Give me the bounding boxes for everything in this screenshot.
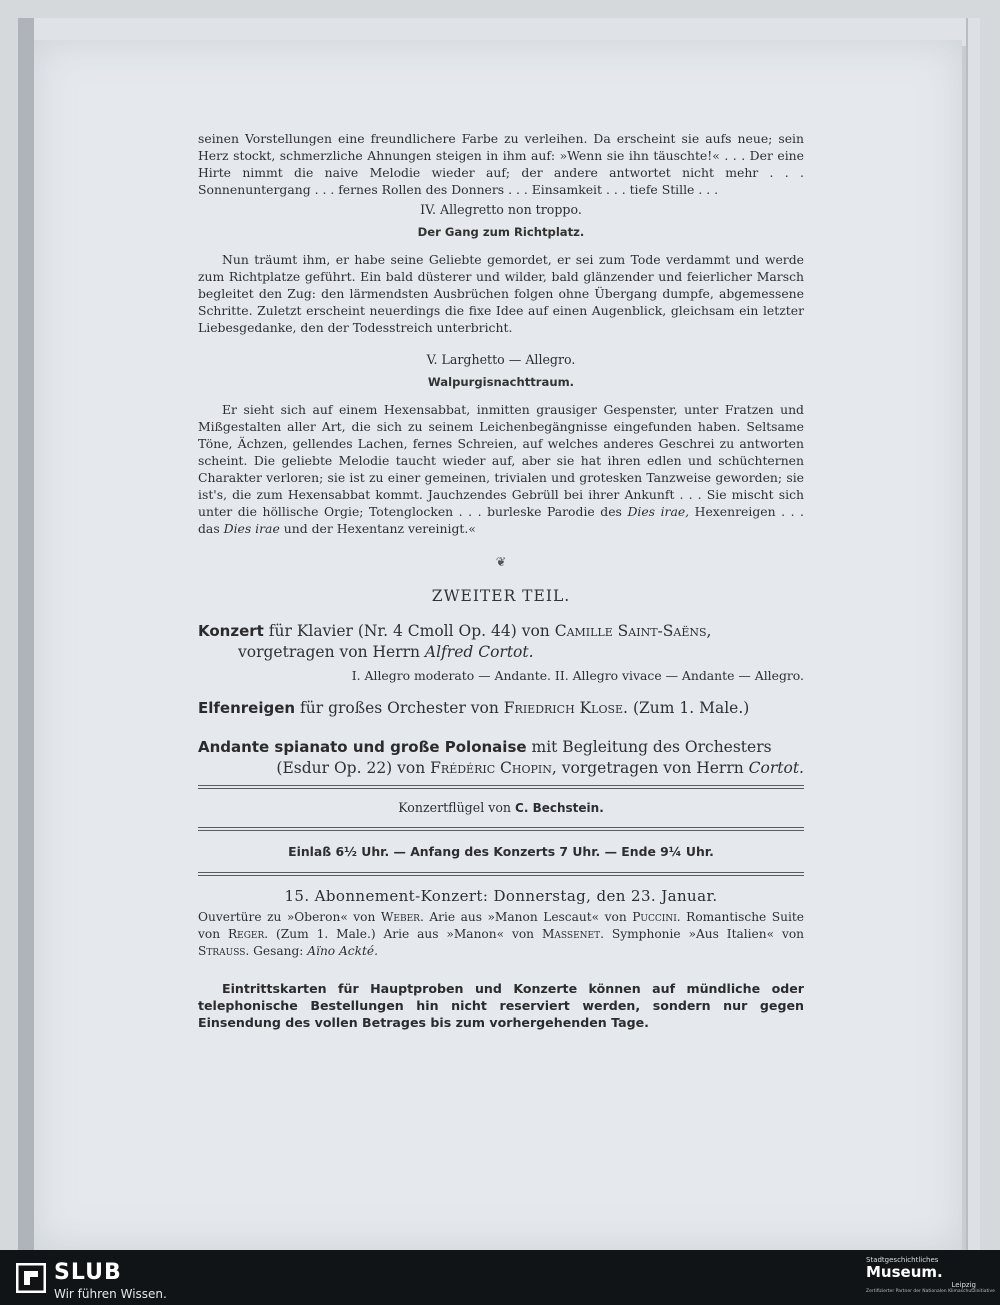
- dies-irae-2: Dies irae: [223, 521, 280, 536]
- movement4-tempo: IV. Allegretto non troppo.: [420, 202, 582, 217]
- program-item-elfenreigen: Elfenreigen für großes Orchester von Friedrich Klose. (Zum 1. Male.): [198, 699, 750, 717]
- movement5-tempo: V. Larghetto — Allegro.: [426, 352, 576, 367]
- composer-name: Camille Saint-Saëns,: [554, 622, 712, 640]
- composer-name: Frédéric Chopin,: [430, 759, 557, 777]
- composer-name: Friedrich Klose.: [503, 699, 628, 717]
- movement4-continuation: seinen Vorstellungen eine freundlichere Farbe zu verleihen. Da erscheint sie aufs neue; sein Herz stockt, schmerzliche Ahnungen steigen in ihm auf: »Wenn sie ihn täuschte!« . . . Der eine Hirte nimmt die naive Melodie wieder auf; der andere antwortet nicht mehr . . . Sonnenuntergang . . . fernes Rollen des Donners . . . Einsamkeit . . . tiefe Stille . . .: [198, 131, 804, 197]
- dies-irae-1: Dies irae,: [627, 504, 690, 519]
- piano-credit: Konzertflügel von C. Bechstein.: [398, 800, 604, 815]
- museum-name: Museum.: [866, 1263, 943, 1281]
- item-title: Andante spianato und große Polonaise: [198, 738, 527, 756]
- ticket-notice: Eintrittskarten für Hauptproben und Konzerte können auf mündliche oder telephonische Bestellungen hin nicht reserviert werden, sondern nur gegen Einsendung des vollen Betrages bis zum vorhergehenden Tage.: [198, 981, 804, 1030]
- adjacent-page-edge: [966, 18, 980, 1250]
- item-title: Elfenreigen: [198, 699, 296, 717]
- movement4-title: Der Gang zum Richtplatz.: [417, 225, 585, 239]
- museum-city: Leipzig: [951, 1281, 976, 1289]
- program-item-polonaise: Andante spianato und große Polonaise mit Begleitung des Orchesters (Esdur Op. 22) von Frédéric Chopin, vorgetragen von Herrn Cortot.: [198, 738, 804, 777]
- concert-times: Einlaß 6½ Uhr. — Anfang des Konzerts 7 Uhr. — Ende 9¼ Uhr.: [288, 844, 714, 859]
- movement5-description: Er sieht sich auf einem Hexensabbat, inmitten grausiger Gespenster, unter Fratzen und Mißgestalten aller Art, die sich zu seinem Leichenbegängnisse eingefunden haben. Seltsame Töne, Ächzen, gellendes Lachen, fernes Schreien, auf welches anderes Geschrei zu antworten scheint. Die geliebte Melodie taucht wieder auf, aber sie hat ihren edlen und schüchternen Charakter verloren; sie ist zu einer gemeinen, trivialen und grotesken Tanzweise geworden; sie ist's, die zum Hexensabbat kommt. Jauchzendes Gebrüll bei ihrer Ankunft . . . Sie mischt sich unter die höllische Orgie; Totenglocken . . . burleske Parodie des Dies irae, Hexenreigen . . . das Dies irae und der Hexentanz vereinigt.«: [198, 402, 804, 536]
- floral-ornament-icon: ❦: [495, 554, 507, 569]
- performer-name: Cortot.: [748, 759, 804, 777]
- slub-logo-icon[interactable]: [16, 1263, 46, 1293]
- item-title: Konzert: [198, 622, 264, 640]
- program-text: [198, 130, 804, 1031]
- movement5-title: Walpurgisnachttraum.: [427, 375, 575, 389]
- divider: [198, 827, 804, 831]
- viewer-footer: [0, 1250, 1000, 1305]
- museum-top-line: Stadtgeschichtliches: [866, 1256, 939, 1264]
- library-name[interactable]: SLUB: [54, 1260, 122, 1285]
- part-heading: ZWEITER TEIL.: [431, 587, 571, 605]
- library-tagline: Wir führen Wissen.: [54, 1287, 167, 1301]
- divider: [198, 872, 804, 876]
- scanner-background-left: [18, 18, 34, 1250]
- movement4-description: Nun träumt ihm, er habe seine Geliebte gemordet, er sei zum Tode verdammt und werde zum Richtplatze geführt. Ein bald düsterer und wilder, bald glänzender und feierlicher Marsch begleitet den Zug: den lärmendsten Ausbrüchen folgen ohne Übergang dumpfe, abgemessene Schritte. Zuletzt erscheint neuerdings die fixe Idee auf einen Augenblick, gleichsam ein letzter Liebesgedanke, den der Todesstreich unterbricht.: [198, 252, 804, 335]
- program-item-concerto: Konzert für Klavier (Nr. 4 Cmoll Op. 44) von Camille Saint-Saëns, vorgetragen von Herrn Alfred Cortot.: [198, 622, 712, 661]
- next-concert-program: Ouvertüre zu »Oberon« von Weber. Arie aus »Manon Lescaut« von Puccini. Romantische Suite von Reger. (Zum 1. Male.) Arie aus »Manon« von Massenet. Symphonie »Aus Italien« von Strauss. Gesang: Aïno Ackté.: [198, 910, 805, 958]
- museum-certification: Zertifizierter Partner der Nationalen Klimaschutzinitiative: [866, 1289, 995, 1294]
- concerto-movements: I. Allegro moderato — Andante. II. Allegro vivace — Andante — Allegro.: [351, 668, 804, 683]
- divider: [198, 785, 804, 789]
- museum-logo[interactable]: [866, 1256, 995, 1294]
- next-concert-heading: 15. Abonnement-Konzert: Donnerstag, den 23. Januar.: [284, 887, 718, 905]
- performer-name: Alfred Cortot.: [424, 643, 534, 661]
